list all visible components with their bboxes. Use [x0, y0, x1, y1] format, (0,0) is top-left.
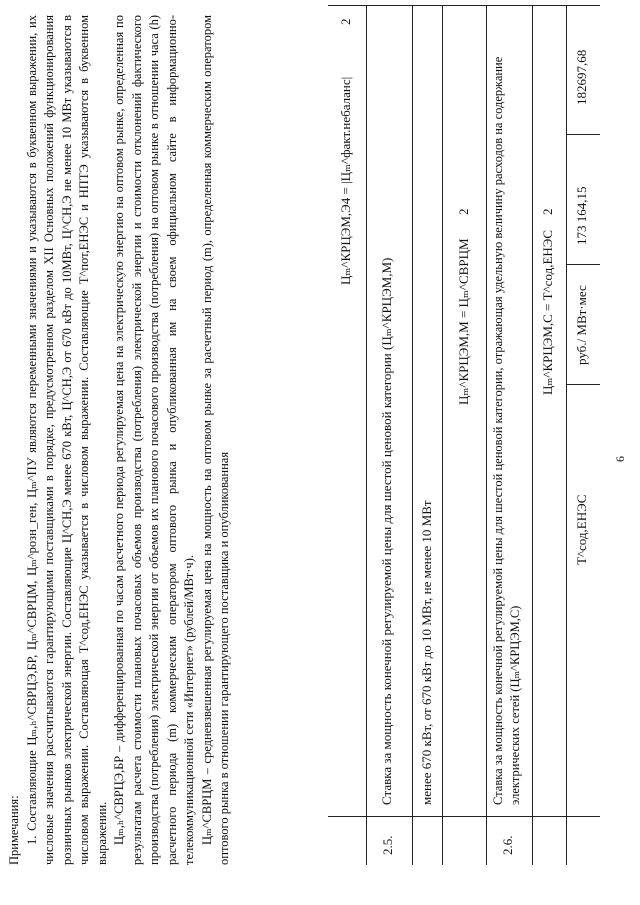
formula-26: Цₘ^КРЦЭМ,С = Т^сод,ЕНЭС	[540, 229, 555, 395]
note-ref: 2	[540, 208, 555, 215]
note-paragraph-3: Цₘ^СВРЦМ – средневзвешенная регулируемая цена на мощность на оптовом рынке за расчетный период (m), определенная коммерческим оператором оптового рынка в отношении гарантирующего поставщика и опубликованная	[199, 15, 231, 865]
row-subtitle: менее 670 кВт, от 670 кВт до 10 МВт, не менее 10 МВт	[419, 500, 434, 805]
note-ref: 2	[456, 208, 471, 215]
formula-25: Цₘ^КРЦЭМ,М = Цₘ^СВРЦМ	[456, 238, 471, 405]
tariff-table	[328, 5, 600, 865]
value-2018: 182697,68	[574, 49, 589, 105]
value-2017: 173 164,15	[574, 186, 589, 245]
note-paragraph-1: 1. Составляющие Цₘ,ₕ^СВРЦЭ,БР, Цₘ^СВРЦМ, Цₘ^розн_ген, Цₘ^ПУ являются переменными значениями и указываются в буквенном выражении, их числовые значения рассчитываются гарантирующими поставщиками в порядке, предусмотренном разделом XII Основных положений функционирования розничных рынков электрической энергии. Составляющие Ц^СН,Э менее 670 кВт, Ц^СН,Э от 670 кВт до 10МВт, Ц^СН,Э не менее 10 МВт указываются в числовом выражении. Составляющая Т^сод,ЕНЭС указывается в числовом выражении. Составляющие Т^пот,ЕНЭС и НПТЭ указываются в буквенном выражении.	[24, 15, 109, 865]
table-row-2-5-formula	[442, 5, 487, 865]
note-ref: 2	[338, 18, 353, 25]
row-title: Ставка за мощность конечной регулируемой цены для шестой ценовой категории, отражающая удельную величину расходов на содержание электрических сетей (Цₘ^КРЦЭМ,С)	[491, 56, 522, 805]
notes-section	[6, 15, 326, 865]
col-divider	[566, 384, 600, 385]
table-row-2-6	[486, 5, 533, 865]
row-title: Ставка за мощность конечной регулируемой цены для шестой ценовой категории (Цₘ^КРЦЭМ,М)	[379, 257, 394, 805]
table-row-2-5-sub	[412, 5, 443, 865]
col-divider	[566, 264, 600, 265]
note-paragraph-2: Цₘ,ₕ^СВРЦЭ,БР – дифференцированная по часам расчетного периода регулируемая цена на электрическую энергию на оптовом рынке, определенная по результатам расчета стоимости плановых почасовых объемов производства (потребления) электрической энергии и стоимости отклонений фактического производства (потребления) электрической энергии от объемов их планового почасового производства (потребления) на оптовом рынке в отношении часа (h) расчетного периода (m) коммерческим оператором оптового рынка и опубликованная им на своем официальном сайте в информационно-телекоммуникационной сети «Интернет» (рублей/МВт·ч).	[112, 15, 196, 865]
col-divider	[328, 816, 600, 817]
row-number: 2.6.	[500, 835, 515, 855]
page-number: 6	[613, 456, 627, 462]
value-unit: руб./ МВт·мес	[574, 285, 589, 365]
table-row-2-5	[366, 5, 413, 865]
table-row-ee4	[328, 5, 367, 865]
table-border	[328, 5, 600, 6]
formula-ee4: Цₘ^КРЦЭМ,Э4 = |Цₘ^факт.небаланс|	[338, 76, 353, 285]
value-label: Т^сод,ЕНЭС	[574, 494, 589, 565]
table-row-2-6-formula	[532, 5, 567, 865]
notes-heading: Примечания:	[7, 795, 21, 865]
col-divider	[566, 134, 600, 135]
row-number: 2.5.	[380, 835, 395, 855]
